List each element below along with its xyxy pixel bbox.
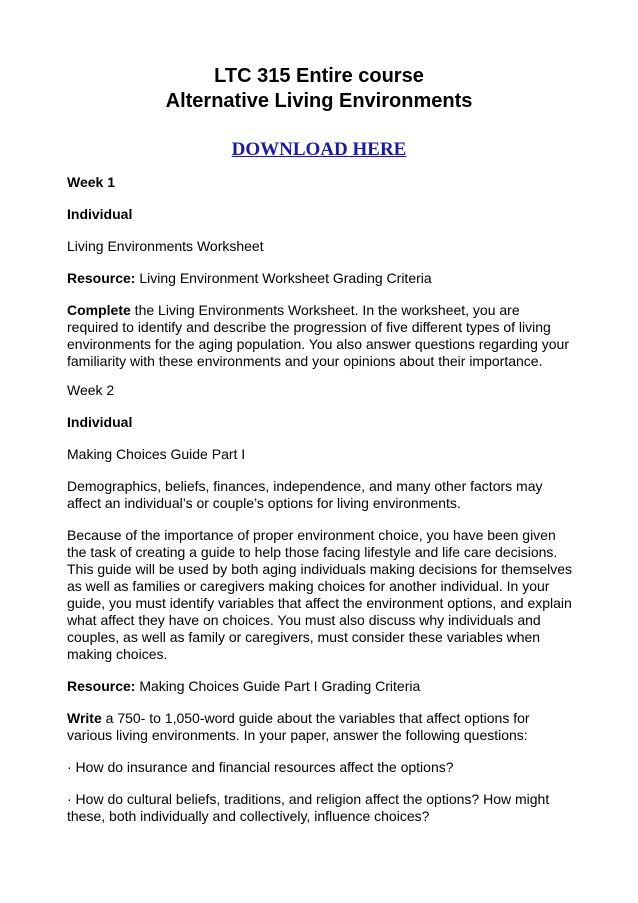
question-1: · How do insurance and financial resources affect the options? [67,759,454,775]
week1-individual-text: Individual [67,206,133,222]
write-line-1 [67,710,597,727]
question-2 [67,791,597,825]
week1-resource-text: Living Environment Worksheet Grading Criteria [135,270,432,286]
week1-resource-label: Resource: [67,270,136,286]
week2-resource-paragraph [67,678,597,695]
week2-heading: Week 2 [67,382,115,398]
document-subtitle: Alternative Living Environments [165,90,473,112]
worksheet-title: Living Environments Worksheet [67,238,264,254]
importance-line-8: making choices. [67,646,168,662]
complete-line-1 [67,302,597,319]
week1-individual-heading [67,206,597,223]
importance-line-1: Because of the importance of proper environment choice, you have been given [67,527,556,543]
complete-line-3: environments for the aging population. You also answer questions regarding your [67,336,569,352]
complete-label: Complete [67,302,131,318]
importance-line-6: what affect they have on choices. You must also discuss why individuals and [67,612,541,628]
complete-text-1: the Living Environments Worksheet. In the worksheet, you are [130,302,520,318]
guide-title: Making Choices Guide Part I [67,446,246,462]
importance-line-3: This guide will be used by both aging individuals making decisions for themselves [67,561,573,577]
week1-heading [67,174,597,191]
importance-line-7: couples, as well as family or caregivers, must consider these variables when [67,629,541,645]
week2-individual-heading [67,414,597,431]
importance-paragraph [67,527,597,663]
week2-individual-text: Individual [67,414,133,430]
question2-line-1: · How do cultural beliefs, traditions, and religion affect the options? How might [67,791,550,807]
document-title: LTC 315 Entire course [214,65,424,87]
complete-paragraph [67,302,597,370]
complete-line-4: familiarity with these environments and your opinions about their importance. [67,353,543,369]
write-label: Write [67,710,102,726]
week2-resource-label: Resource: [67,678,136,694]
download-here-link[interactable]: DOWNLOAD HERE [231,139,407,160]
importance-line-5: guide, you must identify variables that affect the environment options, and explain [67,595,572,611]
question2-line-2: these, both individually and collectively, influence choices? [67,808,430,824]
importance-line-2: the task of creating a guide to help those facing lifestyle and life care decisions. [67,544,558,560]
importance-line-4: as well as families or caregivers making choices for another individual. In your [67,578,550,594]
write-line-2: various living environments. In your paper, answer the following questions: [67,727,528,743]
demographics-line-1: Demographics, beliefs, finances, independence, and many other factors may [67,478,543,494]
week2-resource-text: Making Choices Guide Part I Grading Criteria [135,678,421,694]
write-text-1: a 750- to 1,050-word guide about the variables that affect options for [101,710,530,726]
demographics-line-2: affect an individual’s or couple’s options for living environments. [67,495,461,511]
write-paragraph [67,710,597,744]
week1-resource-paragraph [67,270,597,287]
download-link-container [0,139,638,161]
week1-heading-text: Week 1 [67,174,115,190]
complete-line-2: required to identify and describe the progression of five different types of living [67,319,551,335]
demographics-paragraph [67,478,597,512]
